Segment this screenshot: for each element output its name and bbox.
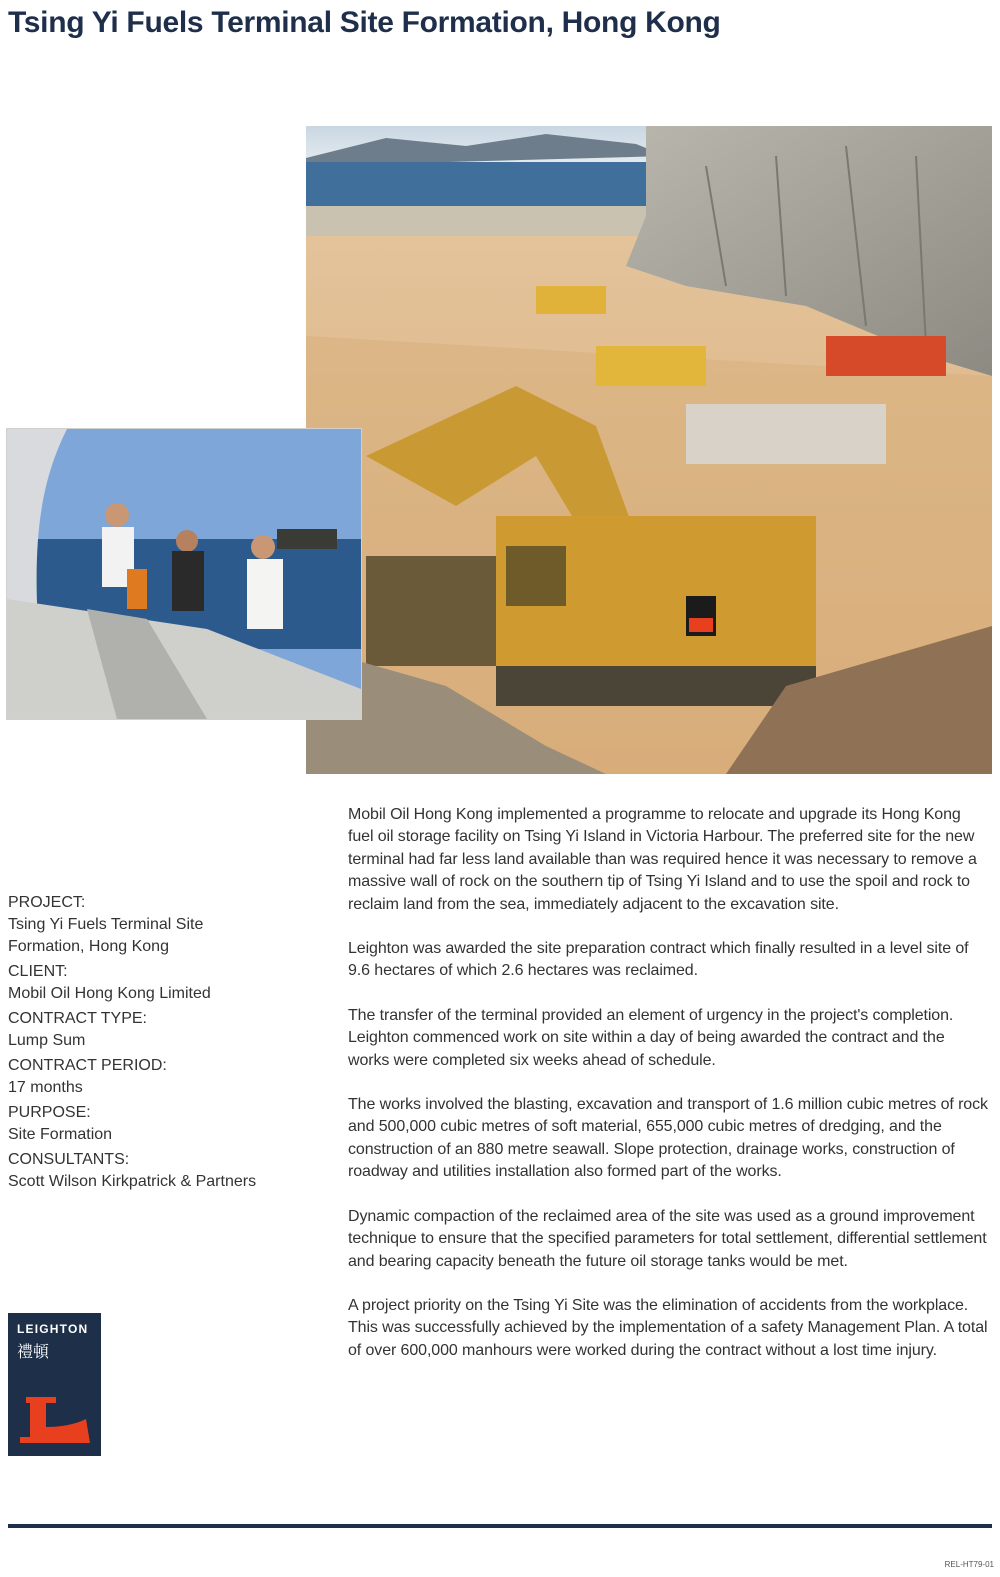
site-workers-photo (6, 428, 362, 720)
paragraph: Dynamic compaction of the reclaimed area of the site was used as a ground improvement technique to ensure that the specified parameters for total settlement, differential settlement and bearing capacity beneath the future oil storage tanks would be met. (348, 1207, 987, 1270)
detail-label: CONTRACT PERIOD: (8, 1057, 167, 1074)
detail-project (8, 892, 308, 958)
leighton-l-mark-icon (16, 1395, 94, 1445)
excavation-site-photo (306, 126, 992, 774)
footer-rule (8, 1524, 992, 1528)
detail-value: Site Formation (8, 1126, 113, 1143)
project-details (8, 892, 308, 1196)
detail-consultants (8, 1149, 308, 1193)
paragraph: The transfer of the terminal provided an element of urgency in the project's completion. Leighton commenced work on site within a day of being awarded the contract and the works were completed six weeks ahead of schedule. (348, 1006, 954, 1069)
detail-value: 17 months (8, 1079, 83, 1096)
detail-contract-type (8, 1008, 308, 1052)
project-description (348, 804, 988, 1384)
detail-client (8, 961, 308, 1005)
detail-value: Lump Sum (8, 1032, 86, 1049)
detail-label: CONSULTANTS: (8, 1151, 130, 1168)
detail-value: Mobil Oil Hong Kong Limited (8, 985, 211, 1002)
detail-label: CLIENT: (8, 963, 68, 980)
detail-label: PROJECT: (8, 894, 86, 911)
detail-value: Tsing Yi Fuels Terminal Site Formation, Hong Kong (8, 916, 204, 955)
paragraph: The works involved the blasting, excavation and transport of 1.6 million cubic metres of rock and 500,000 cubic metres of soft material, 655,000 cubic metres of dredging, and the construction of an 880 metre seawall. Slope protection, drainage works, construction of roadway and utilities installation also formed part of the works. (348, 1096, 988, 1181)
detail-label: CONTRACT TYPE: (8, 1010, 147, 1027)
logo-chinese-text: 禮頓 (17, 1344, 50, 1361)
detail-value: Scott Wilson Kirkpatrick & Partners (8, 1173, 257, 1190)
detail-contract-period (8, 1055, 308, 1099)
logo-brand-text: LEIGHTON (17, 1322, 89, 1336)
detail-purpose (8, 1102, 308, 1146)
leighton-logo (8, 1313, 101, 1456)
detail-label: PURPOSE: (8, 1104, 91, 1121)
page-title: Tsing Yi Fuels Terminal Site Formation, Hong Kong (8, 6, 721, 39)
paragraph: Mobil Oil Hong Kong implemented a programme to relocate and upgrade its Hong Kong fuel oil storage facility on Tsing Yi Island in Victoria Harbour. The preferred site for the new terminal had far less land available than was required hence it was necessary to remove a massive wall of rock on the southern tip of Tsing Yi Island and to use the spoil and rock to reclaim land from the sea, immediately adjacent to the excavation site. (348, 806, 977, 913)
document-reference: REL-HT79-01 (944, 1560, 994, 1569)
paragraph: Leighton was awarded the site preparation contract which finally resulted in a level site of 9.6 hectares of which 2.6 hectares was reclaimed. (348, 940, 969, 980)
paragraph: A project priority on the Tsing Yi Site was the elimination of accidents from the workplace. This was successfully achieved by the implementation of a safety Management Plan. A total of over 600,000 manhours were worked during the contract without a lost time injury. (348, 1296, 988, 1359)
